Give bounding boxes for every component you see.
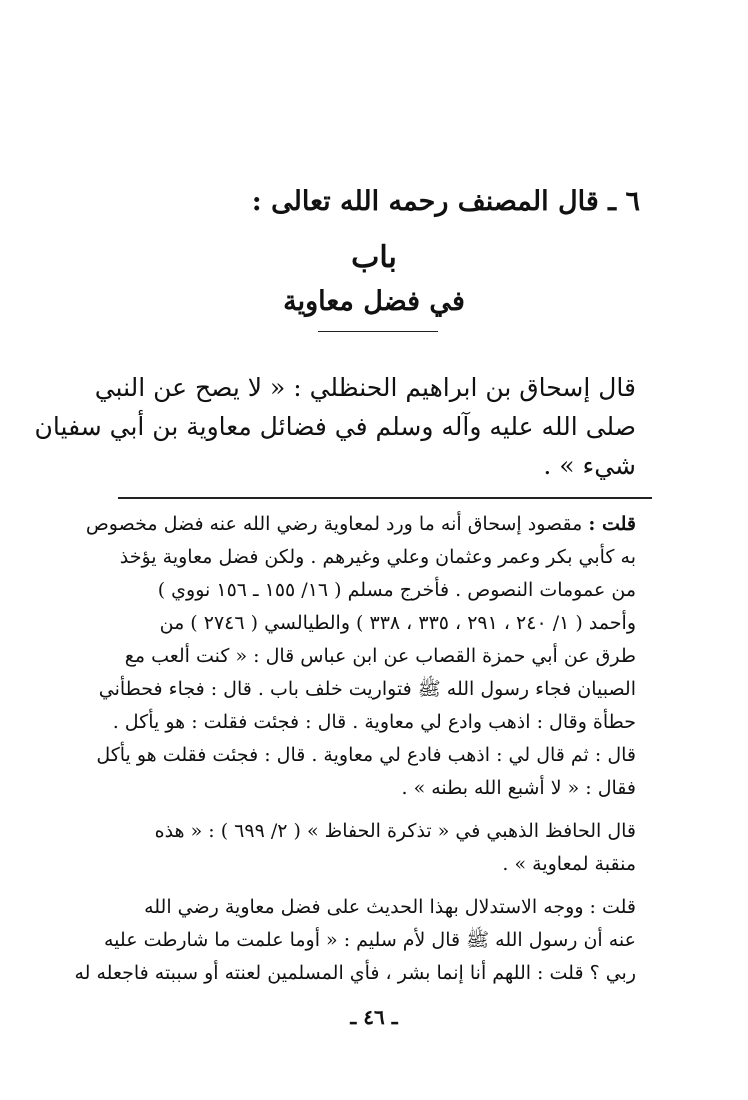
commentary-line: قال الحافظ الذهبي في « تذكرة الحفاظ » ( ٢/ ٦٩٩ ) : « هذه: [154, 820, 636, 842]
commentary-line: الصبيان فجاء رسول الله ﷺ فتواريت خلف باب . قال : فجاء فحطأني: [98, 678, 636, 700]
commentary-lead: قلت :: [588, 513, 636, 535]
commentary-paragraph-3: [74, 891, 636, 990]
commentary-line: منقبة لمعاوية » .: [502, 853, 636, 875]
commentary-line: فقال : « لا أشبع الله بطنه » .: [401, 777, 636, 799]
commentary-line: [85, 508, 636, 541]
commentary-line: عنه أن رسول الله ﷺ قال لأم سليم : « أوما علمت ما شارطت عليه: [103, 929, 636, 951]
commentary-line: طرق عن أبي حمزة القصاب عن ابن عباس قال : « كنت ألعب مع: [124, 645, 636, 667]
commentary-line: حطأة وقال : اذهب وادع لي معاوية . قال : فجئت فقلت : هو يأكل .: [112, 711, 636, 733]
title-underline: [318, 331, 438, 332]
commentary-paragraph-1: [85, 508, 636, 805]
commentary-paragraph-2: [116, 815, 636, 881]
footnote-separator: [118, 497, 652, 499]
page-number: ـ ٤٦ ـ: [350, 1005, 398, 1029]
commentary-line: قلت : ووجه الاستدلال بهذا الحديث على فضل معاوية رضي الله: [144, 896, 636, 918]
main-quote-line: شيء » .: [543, 451, 636, 480]
section-heading: ٦ ـ قال المصنف رحمه الله تعالى :: [251, 186, 640, 217]
main-quote-line: صلى الله عليه وآله وسلم في فضائل معاوية بن أبي سفيان: [34, 412, 636, 441]
commentary-line: به كأبي بكر وعمر وعثمان وعلي وغيرهم . ولكن فضل معاوية يؤخذ: [119, 546, 636, 568]
main-quote-line: قال إسحاق بن ابراهيم الحنظلي : « لا يصح عن النبي: [94, 373, 636, 402]
commentary-line: وأحمد ( ١/ ٢٤٠ ، ٢٩١ ، ٣٣٥ ، ٣٣٨ ) والطيالسي ( ٢٧٤٦ ) من: [159, 612, 636, 634]
commentary-line: من عمومات النصوص . فأخرج مسلم ( ١٦/ ١٥٥ ـ ١٥٦ نووي ): [157, 579, 636, 601]
main-quote: [34, 368, 636, 485]
chapter-title: باب: [351, 240, 397, 275]
commentary: [74, 508, 636, 1000]
commentary-line: قال : ثم قال لي : اذهب فادع لي معاوية . قال : فجئت فقلت هو يأكل: [96, 744, 636, 766]
commentary-line-text: مقصود إسحاق أنه ما ورد لمعاوية رضي الله عنه فضل مخصوص: [85, 513, 583, 535]
commentary-line: ربي ؟ قلت : اللهم أنا إنما بشر ، فأي المسلمين لعنته أو سببته فاجعله له: [74, 962, 636, 984]
chapter-subtitle: في فضل معاوية: [283, 286, 465, 317]
